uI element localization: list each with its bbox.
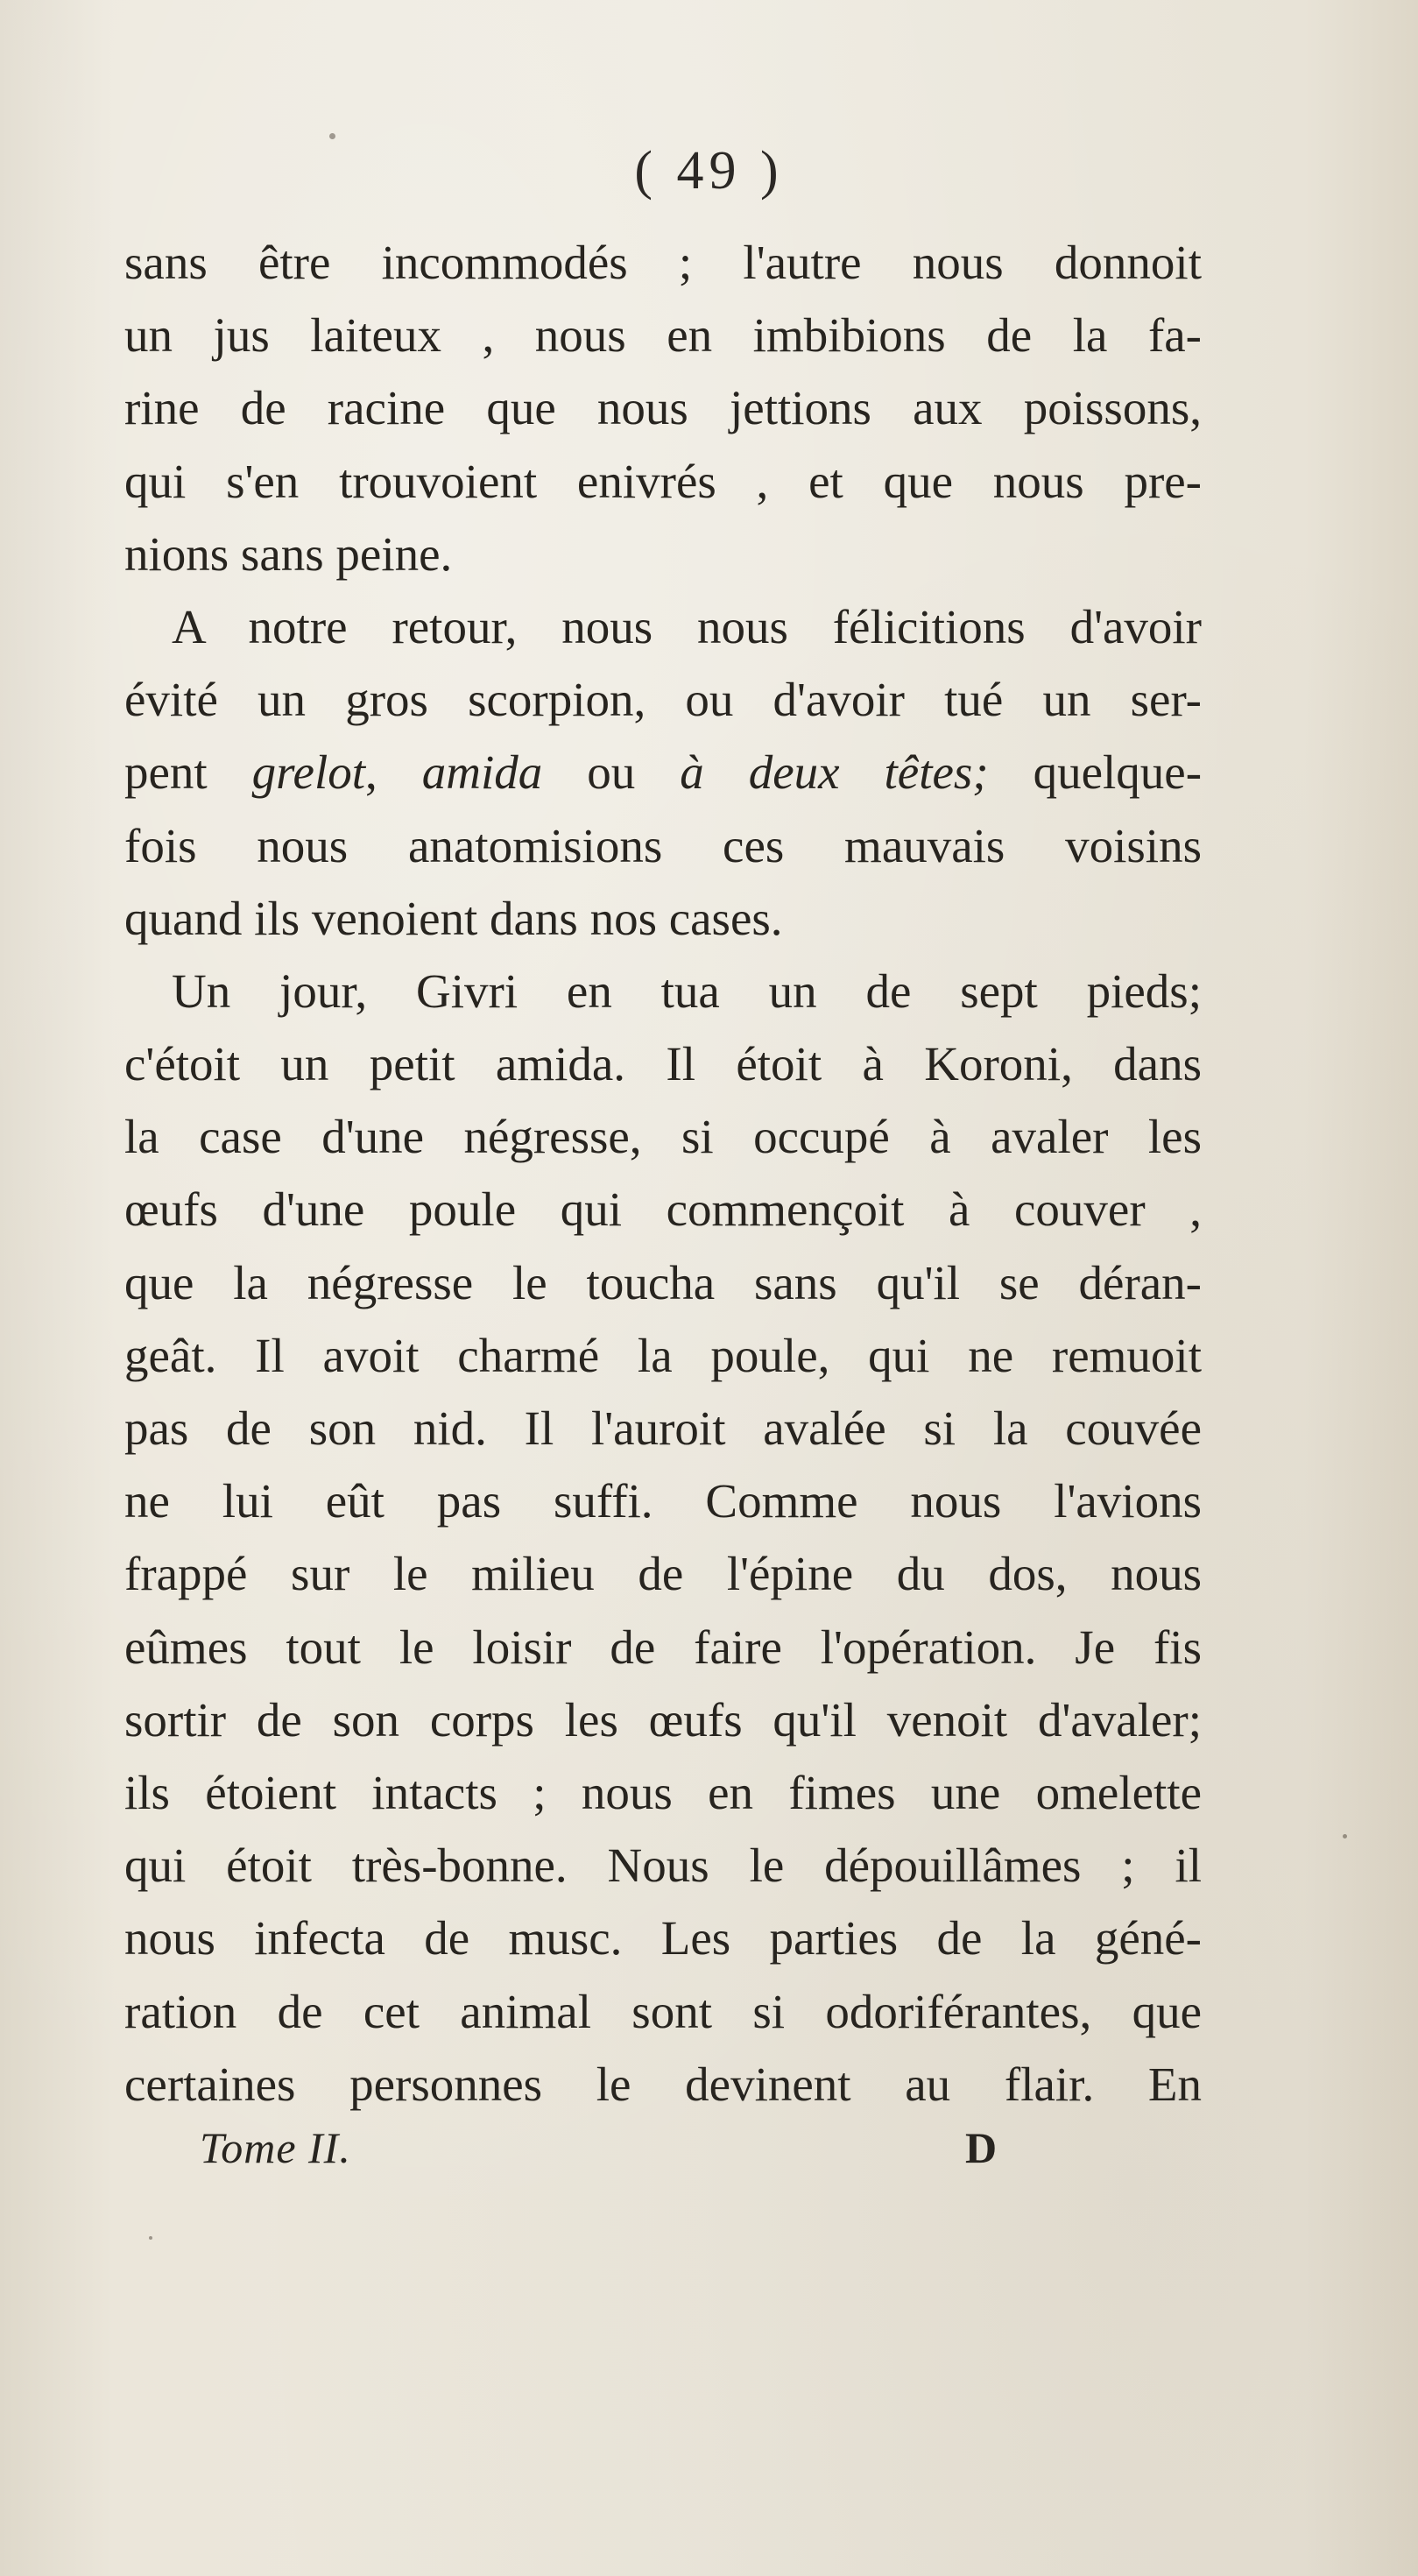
text-line: la case d'une négresse, si occupé à avaler les <box>124 1110 1202 1164</box>
text-line: évité un gros scorpion, ou d'avoir tué un ser- <box>124 673 1202 727</box>
text-line: c'étoit un petit amida. Il étoit à Koroni, dans <box>124 1037 1202 1091</box>
text-line: geât. Il avoit charmé la poule, qui ne remuoit <box>124 1328 1202 1382</box>
text-line: pas de son nid. Il l'auroit avalée si la couvée <box>124 1401 1202 1455</box>
text-line: sans être incommodés ; l'autre nous donnoit <box>124 236 1202 289</box>
page-footer <box>0 2122 1418 2192</box>
text-line: ils étoient intacts ; nous en fimes une omelette <box>124 1765 1202 1819</box>
italic-term: grelot <box>251 745 366 800</box>
text-segment: quelque- <box>988 745 1203 800</box>
text-segment: , <box>365 745 422 800</box>
italic-term: à deux têtes; <box>680 745 989 800</box>
text-line: que la négresse le toucha sans qu'il se déran- <box>124 1255 1202 1309</box>
text-line: quand ils venoient dans nos cases. <box>124 891 783 945</box>
text-line: qui s'en trouvoient enivrés , et que nous pre- <box>124 454 1202 508</box>
text-line <box>124 736 1202 808</box>
text-segment: pent <box>124 745 252 800</box>
text-line: ne lui eût pas suffi. Comme nous l'avions <box>124 1474 1202 1528</box>
text-line: fois nous anatomisions ces mauvais voisins <box>124 818 1202 872</box>
text-line: qui étoit très-bonne. Nous le dépouillâmes ; il <box>124 1838 1202 1893</box>
text-line: A notre retour, nous nous félicitions d'avoir <box>172 599 1202 653</box>
text-line: sortir de son corps les œufs qu'il venoit d'avaler; <box>124 1692 1202 1747</box>
text-line: certaines personnes le devinent au flair. En <box>124 2057 1202 2111</box>
signature-mark: D <box>965 2123 998 2172</box>
text-line: ration de cet animal sont si odoriférantes, que <box>124 1984 1202 2038</box>
text-line: Un jour, Givri en tua un de sept pieds; <box>172 963 1202 1018</box>
text-segment: ou <box>542 745 681 800</box>
ink-speck <box>329 133 335 139</box>
body-text <box>124 226 1202 2121</box>
text-line: nous infecta de musc. Les parties de la géné- <box>124 1911 1202 1966</box>
volume-label: Tome II. <box>200 2123 351 2172</box>
ink-speck <box>1343 1834 1347 1838</box>
text-line: eûmes tout le loisir de faire l'opération. Je fis <box>124 1620 1202 1674</box>
ink-speck <box>149 2236 152 2240</box>
text-line: frappé sur le milieu de l'épine du dos, nous <box>124 1547 1202 1601</box>
text-line: un jus laiteux , nous en imbibions de la fa- <box>124 308 1202 363</box>
text-line: œufs d'une poule qui commençoit à couver , <box>124 1182 1202 1237</box>
page-number: ( 49 ) <box>634 141 784 201</box>
text-line: nions sans peine. <box>124 526 453 581</box>
italic-term: amida <box>421 745 543 800</box>
text-line: rine de racine que nous jettions aux poissons, <box>124 381 1202 435</box>
